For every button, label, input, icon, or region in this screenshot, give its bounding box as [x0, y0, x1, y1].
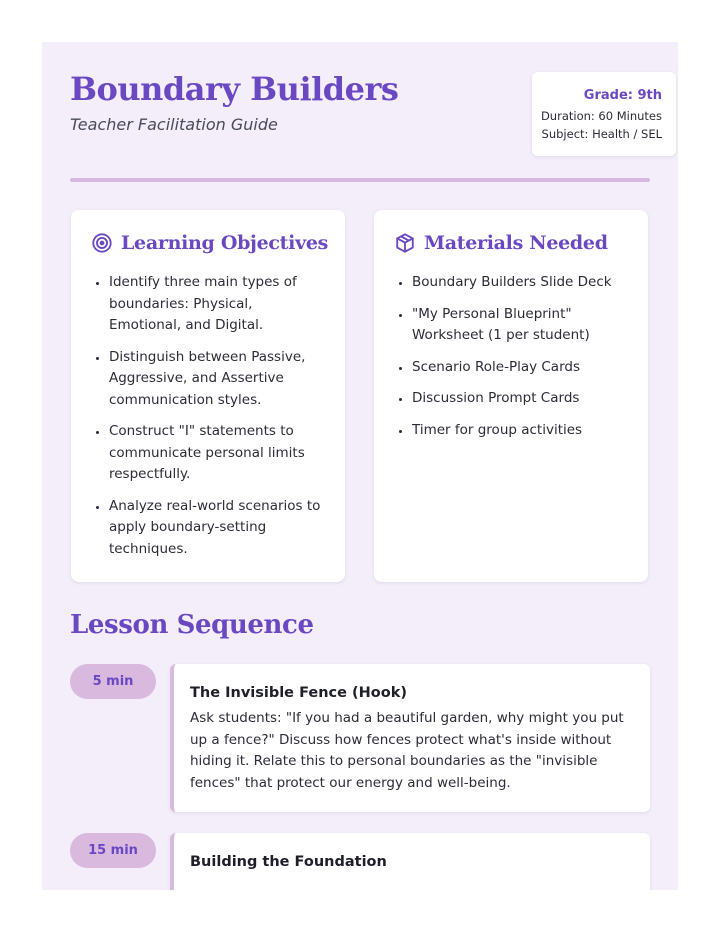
lesson-step-card — [170, 833, 650, 890]
material-item: • Timer for group activities — [412, 420, 630, 442]
materials-needed-card — [374, 210, 648, 582]
subject-label: Subject: Health / SEL — [541, 127, 662, 141]
learning-objectives-card — [71, 210, 345, 582]
objective-item: • Identify three main types of boundaries: Physical, Emotional, and Digital. — [109, 272, 327, 337]
grade-label: Grade: 9th — [583, 88, 662, 103]
materials-needed-heading — [394, 232, 608, 254]
step-time-badge: 5 min — [70, 664, 156, 699]
box-icon — [394, 232, 416, 254]
step-title: The Invisible Fence (Hook) — [190, 685, 407, 701]
material-item: • Discussion Prompt Cards — [412, 388, 630, 410]
material-item: • "My Personal Blueprint" Worksheet (1 per student) — [412, 304, 630, 347]
objective-item: • Construct "I" statements to communicate personal limits respectfully. — [109, 421, 327, 486]
step-time-badge: 15 min — [70, 833, 156, 868]
materials-list — [394, 272, 630, 451]
step-description: Ask students: "If you had a beautiful garden, why might you put up a fence?" Discuss how fences protect what's inside without hiding it. Relate this to personal boundaries as the "invisible fences" that protect our energy and well-being. — [190, 710, 624, 791]
step-title: Building the Foundation — [190, 854, 387, 870]
page-subtitle: Teacher Facilitation Guide — [70, 115, 278, 134]
objective-item: • Distinguish between Passive, Aggressive, and Assertive communication styles. — [109, 347, 327, 412]
lesson-sequence-title: Lesson Sequence — [70, 610, 314, 640]
lesson-meta-box — [532, 72, 676, 156]
page-title: Boundary Builders — [70, 70, 399, 108]
lesson-step-card — [170, 664, 650, 812]
materials-needed-title: Materials Needed — [424, 232, 608, 254]
duration-label: Duration: 60 Minutes — [540, 109, 662, 123]
material-item: • Scenario Role-Play Cards — [412, 357, 630, 379]
target-icon — [91, 232, 113, 254]
header-divider — [70, 178, 650, 182]
learning-objectives-title: Learning Objectives — [121, 232, 329, 254]
material-item: • Boundary Builders Slide Deck — [412, 272, 630, 294]
learning-objectives-heading — [91, 232, 328, 254]
guide-page — [42, 42, 678, 890]
objectives-list — [91, 272, 327, 570]
objective-item: • Analyze real-world scenarios to apply boundary-setting techniques. — [109, 496, 327, 561]
